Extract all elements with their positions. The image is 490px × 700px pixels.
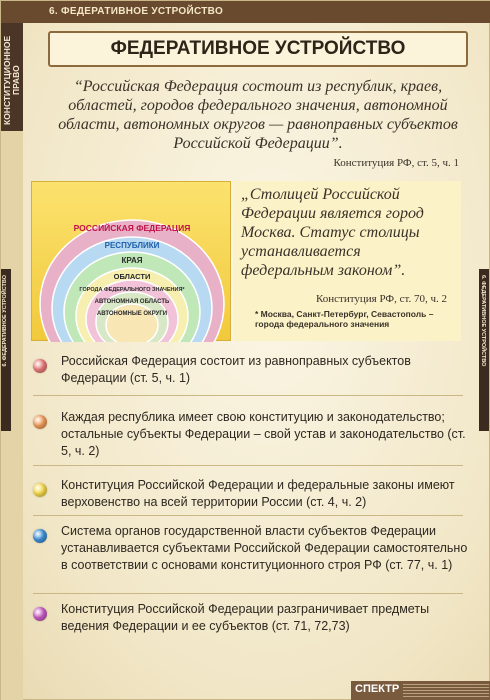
quote-citation-art70: Конституция РФ, ст. 70, ч. 2 <box>315 293 447 305</box>
footnote-federal-cities: * Москва, Санкт-Петербург, Севастополь – города федерального значения <box>255 309 434 329</box>
right-tab-mid <box>479 269 489 431</box>
quote-constitution-art5: “Российская Федерация состоит из республик, краев, областей, городов федерального значения, автономной области, автономных округов — равноправных субъектов Российской Федерации”. <box>58 78 458 152</box>
left-tab-mid-label: 6. ФЕДЕРАТИВНОЕ УСТРОЙСТВО <box>2 275 8 367</box>
bullet-dot <box>33 415 47 429</box>
capital-quote-box <box>233 181 461 341</box>
divider <box>33 593 463 594</box>
title-box <box>48 31 468 67</box>
publisher-fine-print <box>403 684 489 698</box>
page-title: ФЕДЕРАТИВНОЕ УСТРОЙСТВО <box>110 38 406 59</box>
right-tab-mid-label: 6. ФЕДЕРАТИВНОЕ УСТРОЙСТВО <box>480 275 486 367</box>
publisher-logo: СПЕКТР <box>355 683 400 695</box>
divider <box>33 465 463 466</box>
federation-rings-svg <box>32 182 232 342</box>
header-strip <box>1 1 490 23</box>
ring-label-5: АВТОНОМНАЯ ОБЛАСТЬ <box>94 299 170 305</box>
federation-diagram <box>31 181 231 341</box>
footer-publisher <box>351 681 490 700</box>
bullet-text: Российская Федерация состоит из равноправных субъектов Федерации (ст. 5, ч. 1) <box>61 354 411 385</box>
bullet-text: Система органов государственной власти субъектов Федерации устанавливается субъектами Российской Федерации самостоятельно в соответствии с основами конституционного строя РФ (ст. 77, ч. 1) <box>61 524 468 572</box>
bullet-dot <box>33 607 47 621</box>
header-label: 6. ФЕДЕРАТИВНОЕ УСТРОЙСТВО <box>49 6 224 17</box>
quote-capital: „Столицей Российской Федерации является город Москва. Статус столицы устанавливается федеральным законом”. <box>241 186 424 279</box>
divider <box>33 395 463 396</box>
bullet-text: Конституция Российской Федерации и федеральные законы имеют верховенство на всей территории России (ст. 4, ч. 2) <box>61 478 455 509</box>
ring-label-3: ОБЛАСТИ <box>113 272 151 281</box>
bullet-dot <box>33 529 47 543</box>
left-tab-mid <box>1 269 11 431</box>
bullet-text: Конституция Российской Федерации разграничивает предметы ведения Федерации и ее субъектов (ст. 71, 72,73) <box>61 602 430 633</box>
ring-label-2: КРАЯ <box>121 256 143 265</box>
quote-citation-art5: Конституция РФ, ст. 5, ч. 1 <box>333 157 459 169</box>
bullet-dot <box>33 359 47 373</box>
ring-label-1: РЕСПУБЛИКИ <box>104 241 160 250</box>
ring-label-6: АВТОНОМНЫЕ ОКРУГИ <box>96 311 168 317</box>
left-tab-top <box>1 23 23 131</box>
left-tab-top-label: КОНСТИТУЦИОННОЕ ПРАВО <box>2 35 21 125</box>
ring-6 <box>106 304 158 342</box>
divider <box>33 515 463 516</box>
ring-label-0: РОССИЙСКАЯ ФЕДЕРАЦИЯ <box>73 223 191 233</box>
ring-label-4: ГОРОДА ФЕДЕРАЛЬНОГО ЗНАЧЕНИЯ* <box>79 287 185 293</box>
bullet-text: Каждая республика имеет свою конституцию и законодательство; остальные субъекты Федерации – свой устав и законодательство (ст. 5, ч. 2) <box>61 410 466 458</box>
bullet-dot <box>33 483 47 497</box>
